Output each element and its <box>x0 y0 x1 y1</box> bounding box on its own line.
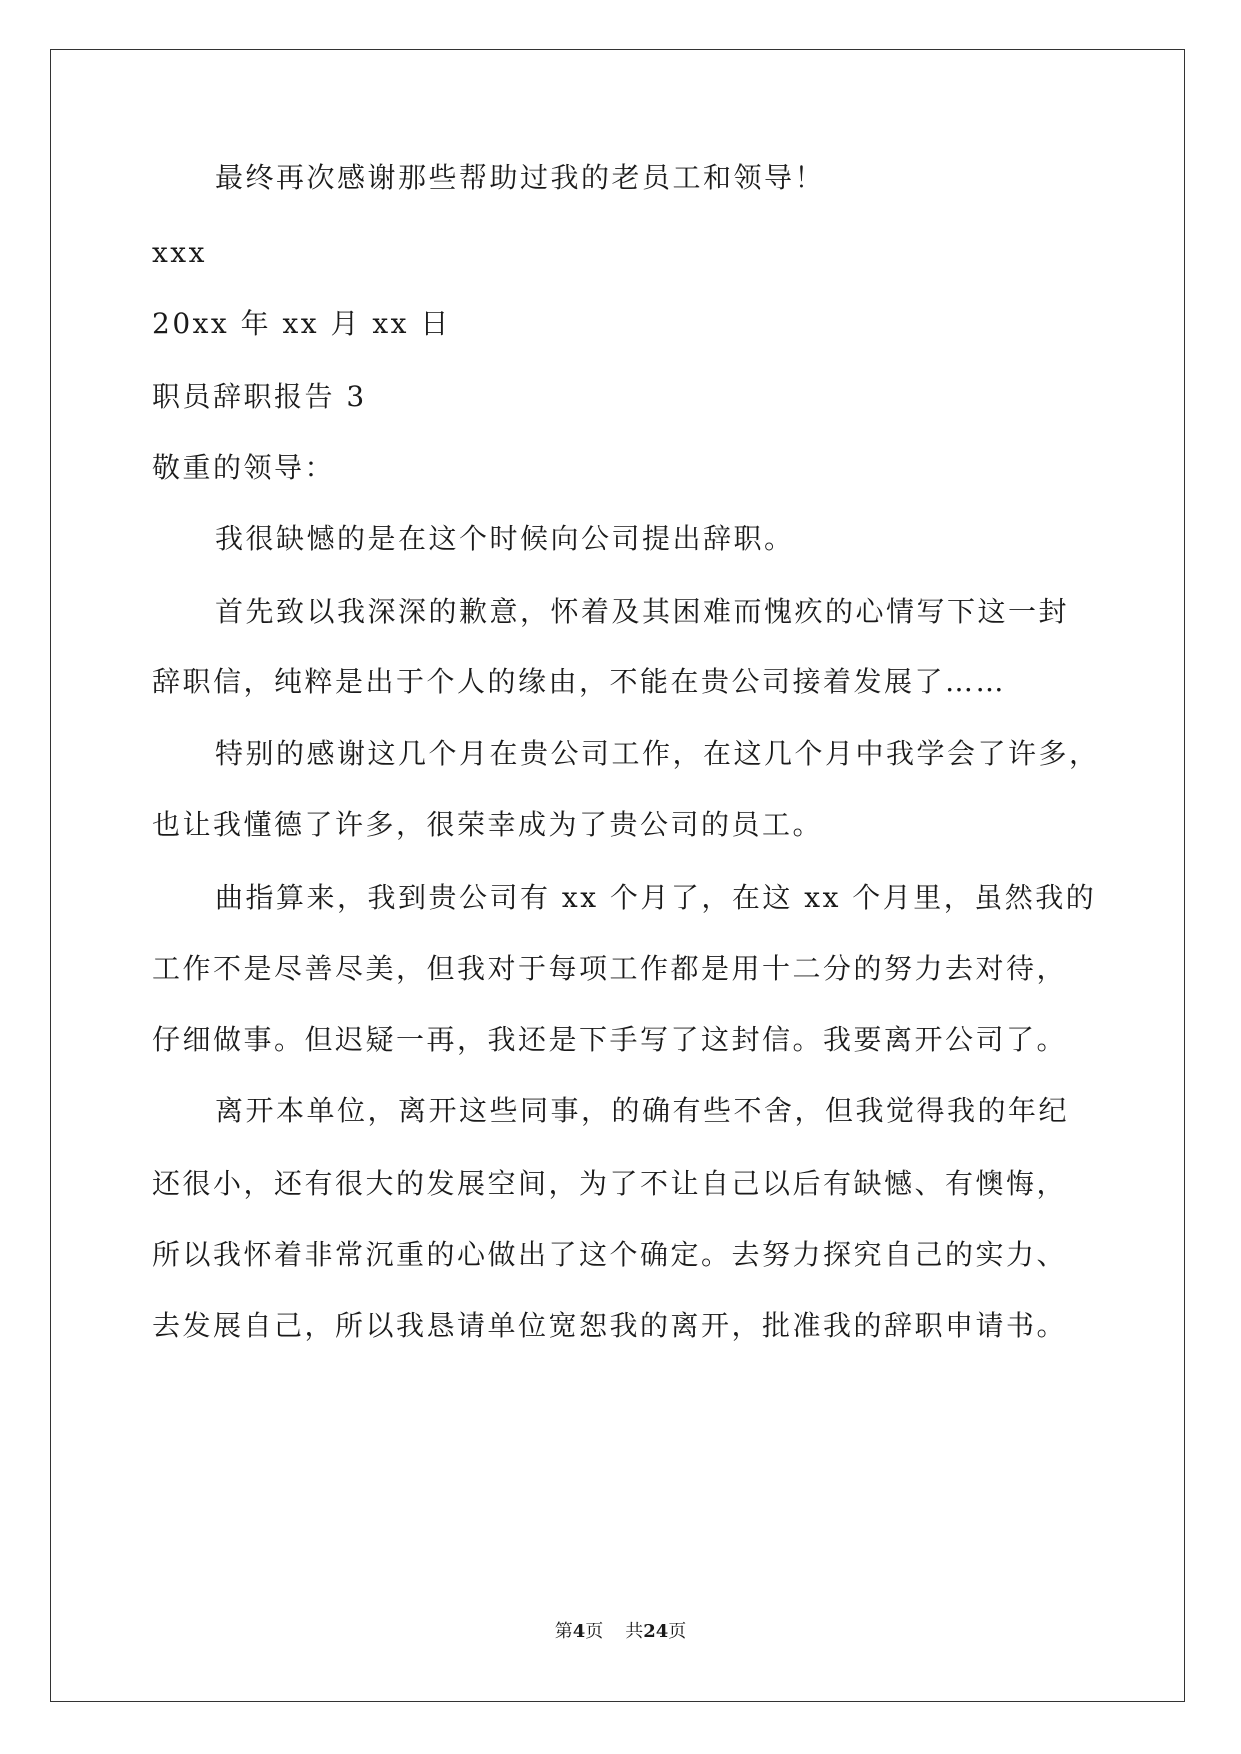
closing-thanks-paragraph: 最终再次感谢那些帮助过我的老员工和领导！ <box>215 161 826 194</box>
page-number: 4 <box>572 1621 586 1642</box>
page-footer <box>0 1620 1241 1644</box>
paragraph-line: 辞职信，纯粹是出于个人的缘由，不能在贵公司接着发展了…… <box>152 665 1007 698</box>
paragraph-line: 仔细做事。但迟疑一再，我还是下手写了这封信。我要离开公司了。 <box>152 1023 1068 1056</box>
signature-date: 20xx 年 xx 月 xx 日 <box>152 307 451 340</box>
paragraph-line: 特别的感谢这几个月在贵公司工作，在这几个月中我学会了许多， <box>215 737 1100 770</box>
paragraph-line: 离开本单位，离开这些同事，的确有些不舍，但我觉得我的年纪 <box>215 1094 1070 1127</box>
page-prefix: 第 <box>554 1621 573 1642</box>
signature-name: xxx <box>152 236 207 269</box>
section-title: 职员辞职报告 3 <box>152 380 367 413</box>
paragraph-line: 首先致以我深深的歉意，怀着及其困难而愧疚的心情写下这一封 <box>215 595 1070 628</box>
total-prefix: 共 <box>625 1621 644 1642</box>
salutation: 敬重的领导： <box>152 451 336 484</box>
total-pages: 24 <box>643 1621 669 1642</box>
paragraph-line: 去发展自己，所以我恳请单位宽恕我的离开，批准我的辞职申请书。 <box>152 1309 1068 1342</box>
paragraph-line: 工作不是尽善尽美，但我对于每项工作都是用十二分的努力去对待， <box>152 952 1068 985</box>
paragraph-line: 还很小，还有很大的发展空间，为了不让自己以后有缺憾、有懊悔， <box>152 1167 1068 1200</box>
page-suffix: 页 <box>585 1621 604 1642</box>
paragraph-line: 我很缺憾的是在这个时候向公司提出辞职。 <box>215 522 795 555</box>
paragraph-line: 曲指算来，我到贵公司有 xx 个月了，在这 xx 个月里，虽然我的 <box>215 881 1097 914</box>
total-suffix: 页 <box>668 1621 687 1642</box>
paragraph-line: 所以我怀着非常沉重的心做出了这个确定。去努力探究自己的实力、 <box>152 1238 1068 1271</box>
page-border <box>50 49 1185 1702</box>
paragraph-line: 也让我懂德了许多，很荣幸成为了贵公司的员工。 <box>152 808 824 841</box>
